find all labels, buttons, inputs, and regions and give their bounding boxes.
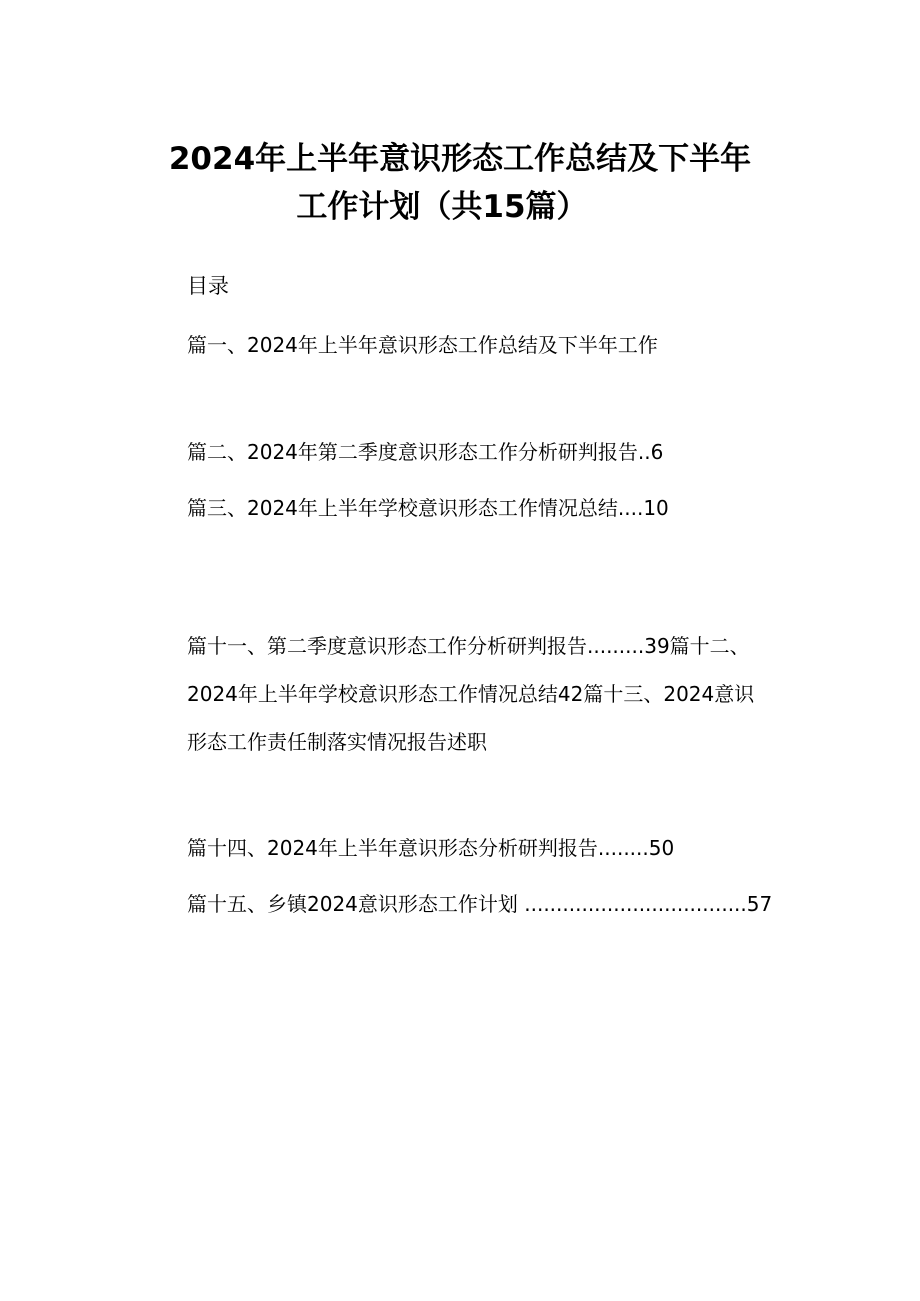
toc-entry[interactable]: 篇三、2024年上半年学校意识形态工作情况总结....10 bbox=[187, 496, 669, 520]
document-title-line-1: 2024年上半年意识形态工作总结及下半年 bbox=[168, 141, 752, 177]
toc-entry[interactable]: 篇十一、第二季度意识形态工作分析研判报告.........39篇十二、 bbox=[187, 634, 750, 658]
toc-entry[interactable]: 形态工作责任制落实情况报告述职 bbox=[187, 730, 487, 754]
toc-entry[interactable]: 篇二、2024年第二季度意识形态工作分析研判报告..6 bbox=[187, 440, 664, 464]
toc-entry[interactable]: 篇一、2024年上半年意识形态工作总结及下半年工作 bbox=[187, 333, 658, 357]
toc-entry[interactable]: 篇十四、2024年上半年意识形态分析研判报告........50 bbox=[187, 836, 675, 860]
toc-heading: 目录 bbox=[187, 274, 229, 298]
document-title-line-2: 工作计划（共15篇） bbox=[296, 189, 588, 225]
toc-entry[interactable]: 篇十五、乡镇2024意识形态工作计划 ...................................57 bbox=[187, 892, 773, 916]
toc-entry[interactable]: 2024年上半年学校意识形态工作情况总结42篇十三、2024意识 bbox=[187, 682, 755, 706]
